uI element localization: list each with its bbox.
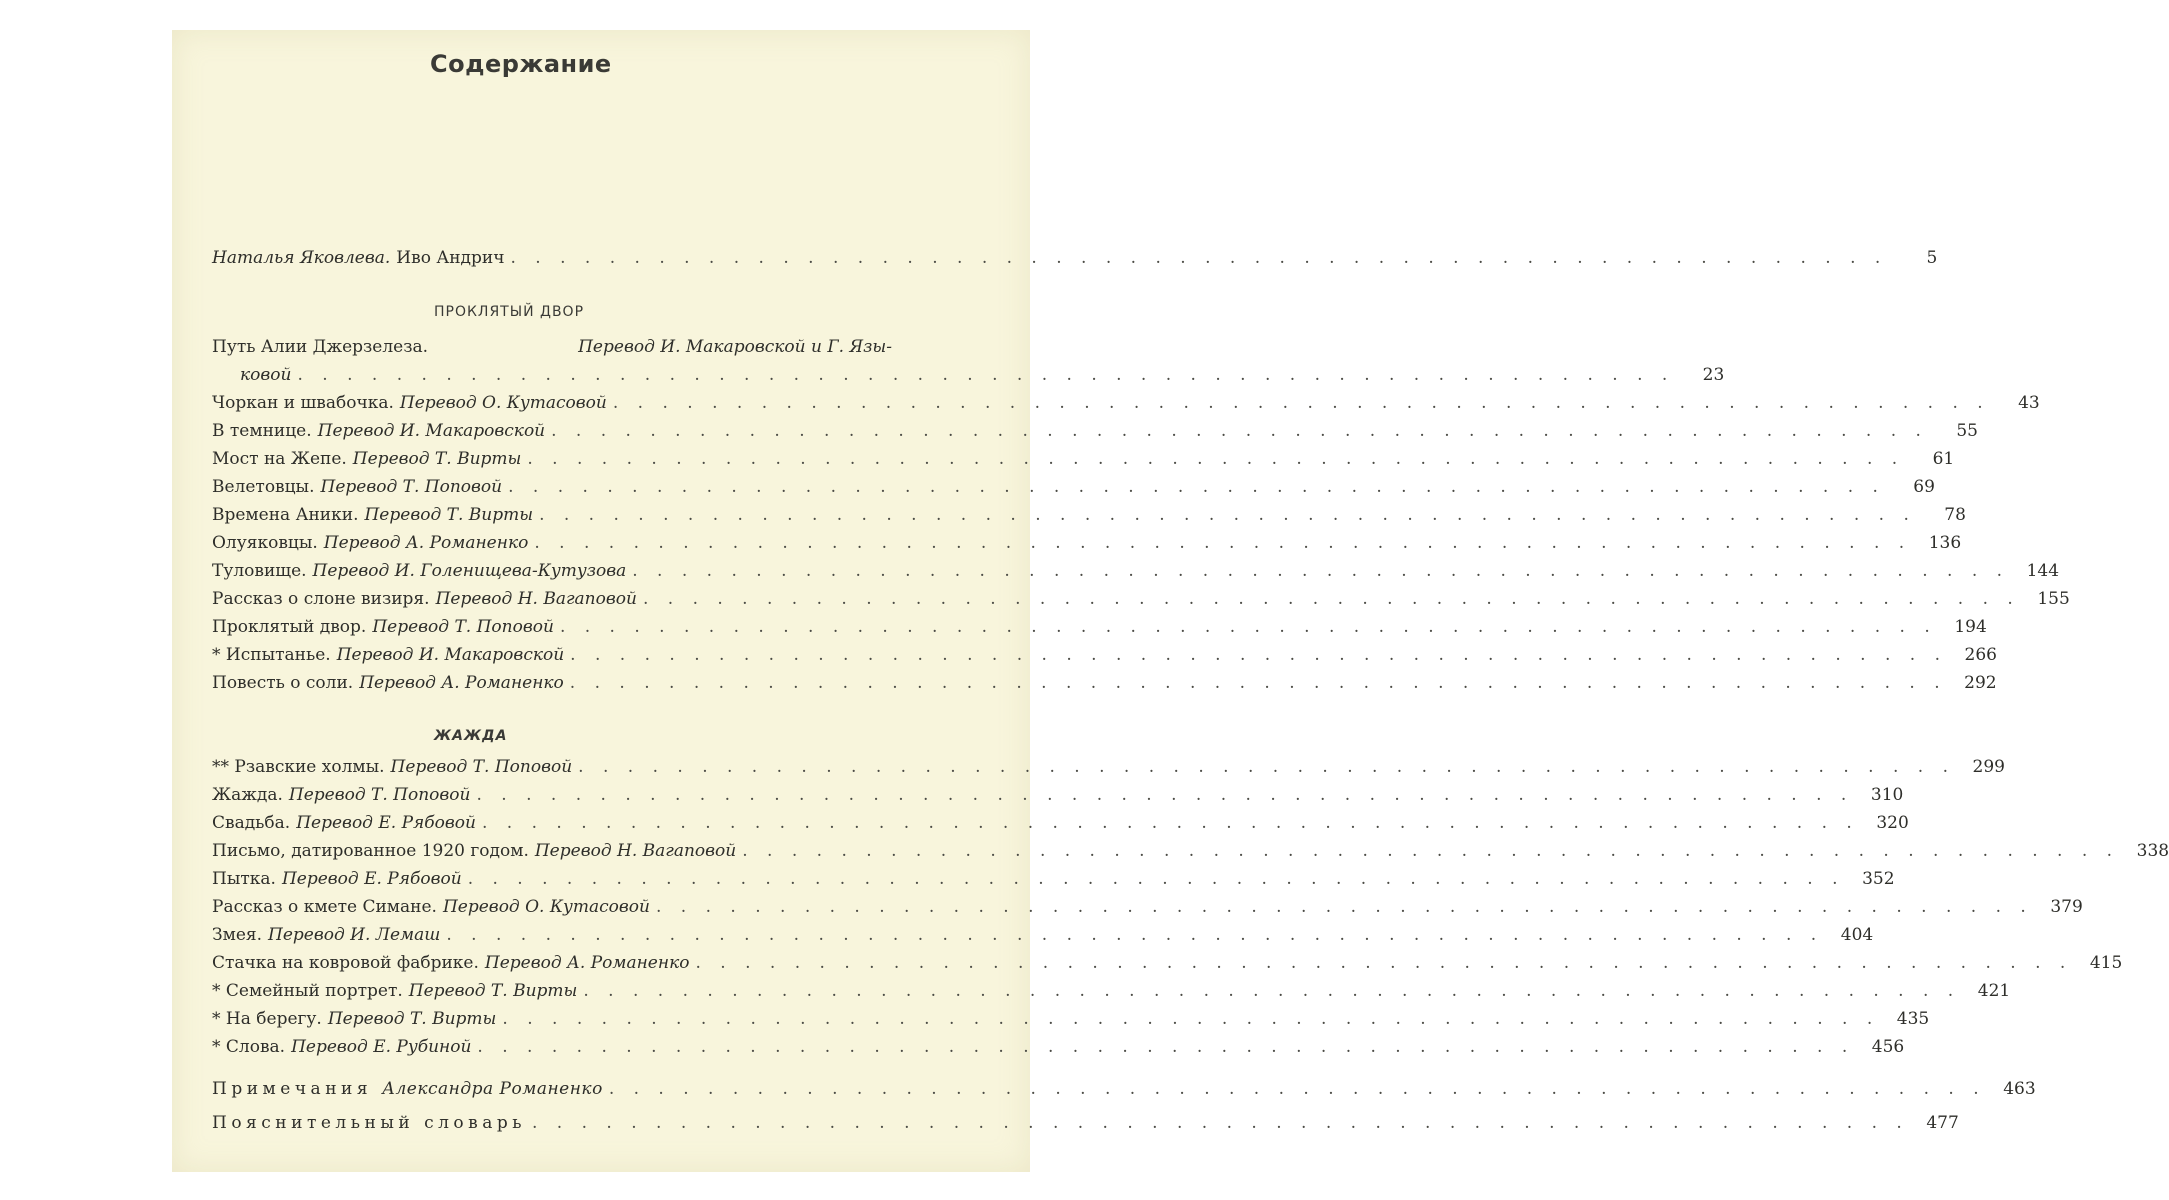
entry-translator: Перевод Т. Вирты [327, 1009, 497, 1029]
entry-title: Путь Алии Джерзелеза. [212, 337, 429, 357]
leader-dots: . . . . . . . . . . . . . . . . . . . . . . . . . . . . . . . . . . . . . . . . . . . . . . . . . . . . . . . . [467, 869, 1845, 889]
entry-title: Змея. [212, 925, 263, 945]
leader-dots: . . . . . . . . . . . . . . . . . . . . . . . . . . . . . . . . . . . . . . . . . . . . . . . . . . . . . . . . [534, 533, 1912, 553]
entry-translator: Перевод Т. Поповой [320, 477, 503, 497]
toc-entry[interactable] [212, 841, 2169, 869]
toc-entry[interactable] [212, 449, 1955, 477]
leader-dots: . . . . . . . . . . . . . . . . . . . . . . . . . . . . . . . . . . . . . . . . . . . . . . . . . . . . . . . . [583, 981, 1961, 1001]
entry-translator: Перевод Е. Рябовой [281, 869, 462, 889]
entry-translator: Перевод Т. Поповой [372, 617, 554, 637]
leader-dots: . . . . . . . . . . . . . . . . . . . . . . . . . . . . . . . . . . . . . . . . . . . . . . . . . . . . . . . . [539, 505, 1916, 525]
entry-page: 43 [2018, 393, 2040, 413]
toc-entry[interactable] [212, 1037, 1905, 1065]
entry-page: 5 [1926, 248, 1938, 268]
entry-title: Туловище. [212, 561, 307, 581]
leader-dots: . . . . . . . . . . . . . . . . . . . . . . . . . . . . . . . . . . . . . . . . . . . . . . . . . . . . . . . . [695, 953, 2073, 973]
page-heading: Содержание [430, 50, 612, 78]
leader-dots: . . . . . . . . . . . . . . . . . . . . . . . . . . . . . . . . . . . . . . . . . . . . . . . . . . . . . . . . [551, 421, 1928, 441]
entry-author: Наталья Яковлева. [212, 248, 391, 268]
toc-entry[interactable] [212, 477, 1935, 505]
leader-dots: . . . . . . . . . . . . . . . . . . . . . . . . . . . . . . . . . . . . . . . . . . . . . . . . . . . . . . . . [655, 897, 2033, 917]
leader-dots: . . . . . . . . . . . . . . . . . . . . . . . . . . . . . . . . . . . . . . . . . . . . . . . . . . . . . . . . [569, 673, 1947, 693]
entry-title: ** Рзавские холмы. [212, 757, 385, 777]
entry-page: 292 [1964, 673, 1997, 693]
entry-title: * Испытанье. [212, 645, 331, 665]
leader-dots: . . . . . . . . . . . . . . . . . . . . . . . . . . . . . . . . . . . . . . . . . . . . . . . . . . . . . . . . [476, 785, 1854, 805]
entry-page: 379 [2050, 897, 2083, 917]
leader-dots: . . . . . . . . . . . . . . . . . . . . . . . . . . . . . . . . . . . . . . . . . . . . . . . . . . . . . . . . [570, 645, 1947, 665]
entry-page: 144 [2026, 561, 2060, 581]
toc-entry[interactable] [212, 981, 2011, 1009]
leader-dots: . . . . . . . . . . . . . . . . . . . . . . . . . . . . . . . . . . . . . . . . . . . . . . . . . . . . . . . . [642, 589, 2020, 609]
leader-dots: . . . . . . . . . . . . . . . . . . . . . . . . . . . . . . . . . . . . . . . . . . . . . . . . . . . . . . . . [297, 365, 1675, 385]
leader-dots: . . . . . . . . . . . . . . . . . . . . . . . . . . . . . . . . . . . . . . . . . . . . . . . . . . . . . . . . [527, 449, 1905, 469]
entry-translator: Перевод А. Романенко [484, 953, 690, 973]
entry-translator: Александра Романенко [382, 1079, 603, 1099]
toc-entry[interactable] [212, 1009, 1930, 1037]
entry-translator: Перевод И. Макаровской [336, 645, 565, 665]
entry-title: * На берегу. [212, 1009, 322, 1029]
toc-entry-first-line[interactable] [212, 337, 892, 357]
toc-entry[interactable] [212, 645, 1997, 673]
section-title-zhazhda: ЖАЖДА [434, 728, 508, 744]
entry-translator: Перевод А. Романенко [323, 533, 529, 553]
entry-page: 320 [1876, 813, 1909, 833]
entry-translator: Перевод Т. Вирты [408, 981, 578, 1001]
toc-entry[interactable] [212, 757, 2005, 785]
entry-translator: Перевод Н. Вагаповой [534, 841, 737, 861]
toc-entry[interactable] [212, 813, 1909, 841]
toc-entry-continuation[interactable] [240, 365, 1725, 393]
entry-page: 78 [1944, 505, 1966, 525]
entry-page: 23 [1702, 365, 1725, 385]
entry-translator: Перевод Т. Поповой [288, 785, 471, 805]
book-page [172, 30, 2169, 1172]
entry-title: Рассказ о кмете Симане. [212, 897, 437, 917]
leader-dots: . . . . . . . . . . . . . . . . . . . . . . . . . . . . . . . . . . . . . . . . . . . . . . . . . . . . . . . . [446, 925, 1824, 945]
leader-dots: . . . . . . . . . . . . . . . . . . . . . . . . . . . . . . . . . . . . . . . . . . . . . . . . . . . . . . . . [632, 561, 2010, 581]
entry-translator: Перевод Т. Вирты [352, 449, 522, 469]
entry-title: Пояснительный словарь [212, 1113, 526, 1133]
entry-translator: Перевод И. Макаровской и Г. Язы- [578, 337, 892, 357]
entry-page: 404 [1840, 925, 1874, 945]
entry-page: 352 [1862, 869, 1895, 889]
entry-translator: Перевод И. Макаровской [317, 421, 546, 441]
entry-translator: ковой [240, 365, 292, 385]
toc-entry[interactable] [212, 673, 1997, 701]
entry-page: 69 [1913, 477, 1935, 497]
entry-translator: Перевод И. Лемаш [268, 925, 441, 945]
entry-title: Рассказ о слоне визиря. [212, 589, 430, 609]
leader-dots: . . . . . . . . . . . . . . . . . . . . . . . . . . . . . . . . . . . . . . . . . . . . . . . . . . . . . . . . [531, 1113, 1909, 1133]
entry-page: 266 [1964, 645, 1997, 665]
entry-title: Письмо, датированное 1920 годом. [212, 841, 529, 861]
entry-page: 415 [2089, 953, 2123, 973]
entry-title: Пытка. [212, 869, 276, 889]
toc-entry[interactable] [212, 393, 2040, 421]
leader-dots: . . . . . . . . . . . . . . . . . . . . . . . . . . . . . . . . . . . . . . . . . . . . . . . . . . . . . . . . [508, 477, 1885, 497]
toc-entry[interactable] [212, 421, 1978, 449]
toc-entry[interactable] [212, 533, 1962, 561]
entry-translator: Перевод Т. Поповой [390, 757, 573, 777]
toc-entry-intro[interactable] [212, 248, 1938, 276]
entry-translator: Перевод И. Голенищева-Кутузова [312, 561, 627, 581]
toc-entry[interactable] [212, 953, 2123, 981]
entry-title: Жажда. [212, 785, 283, 805]
entry-page: 477 [1926, 1113, 1959, 1133]
leader-dots: . . . . . . . . . . . . . . . . . . . . . . . . . . . . . . . . . . . . . . . . . . . . . . . . . . . . . . . . [510, 248, 1888, 268]
toc-entry[interactable] [212, 869, 1895, 897]
toc-entry[interactable] [212, 897, 2083, 925]
entry-title: В темнице. [212, 421, 312, 441]
entry-translator: Перевод О. Кутасовой [442, 897, 650, 917]
entry-page: 155 [2037, 589, 2070, 609]
entry-title: Велетовцы. [212, 477, 315, 497]
leader-dots: . . . . . . . . . . . . . . . . . . . . . . . . . . . . . . . . . . . . . . . . . . . . . . . . . . . . . . . . [477, 1037, 1855, 1057]
entry-title: Примечания [212, 1079, 373, 1099]
leader-dots: . . . . . . . . . . . . . . . . . . . . . . . . . . . . . . . . . . . . . . . . . . . . . . . . . . . . . . . . [559, 617, 1937, 637]
toc-entry[interactable] [212, 505, 1966, 533]
entry-translator: Перевод А. Романенко [359, 673, 564, 693]
leader-dots: . . . . . . . . . . . . . . . . . . . . . . . . . . . . . . . . . . . . . . . . . . . . . . . . . . . . . . . . [742, 841, 2120, 861]
entry-translator: Перевод Т. Вирты [364, 505, 534, 525]
entry-page: 136 [1928, 533, 1962, 553]
leader-dots: . . . . . . . . . . . . . . . . . . . . . . . . . . . . . . . . . . . . . . . . . . . . . . . . . . . . . . . . [502, 1009, 1880, 1029]
entry-title: Повесть о соли. [212, 673, 354, 693]
toc-entry[interactable] [212, 617, 1987, 645]
entry-page: 310 [1870, 785, 1904, 805]
entry-page: 338 [2136, 841, 2169, 861]
toc-entry[interactable] [212, 925, 1874, 953]
entry-page: 463 [2003, 1079, 2036, 1099]
entry-title: Свадьба. [212, 813, 291, 833]
entry-title: Времена Аники. [212, 505, 359, 525]
entry-title: Иво Андрич [396, 248, 505, 268]
entry-title: * Слова. [212, 1037, 286, 1057]
entry-page: 421 [1977, 981, 2011, 1001]
entry-page: 435 [1896, 1009, 1930, 1029]
entry-translator: Перевод Е. Рябовой [296, 813, 476, 833]
toc-entry-glossary[interactable] [212, 1113, 1959, 1141]
entry-translator: Перевод Е. Рубиной [291, 1037, 472, 1057]
entry-translator: Перевод Н. Вагаповой [435, 589, 637, 609]
entry-title: Стачка на ковровой фабрике. [212, 953, 479, 973]
entry-page: 194 [1954, 617, 1987, 637]
entry-title: Олуяковцы. [212, 533, 318, 553]
leader-dots: . . . . . . . . . . . . . . . . . . . . . . . . . . . . . . . . . . . . . . . . . . . . . . . . . . . . . . . . [578, 757, 1955, 777]
entry-page: 456 [1871, 1037, 1905, 1057]
entry-title: * Семейный портрет. [212, 981, 403, 1001]
toc-entry-notes[interactable] [212, 1079, 2036, 1107]
entry-title: Мост на Жепе. [212, 449, 347, 469]
toc-entry[interactable] [212, 589, 2070, 617]
toc-entry[interactable] [212, 785, 1904, 813]
entry-page: 55 [1956, 421, 1978, 441]
leader-dots: . . . . . . . . . . . . . . . . . . . . . . . . . . . . . . . . . . . . . . . . . . . . . . . . . . . . . . . . [481, 813, 1859, 833]
entry-title: Чоркан и швабочка. [212, 393, 394, 413]
entry-title: Проклятый двор. [212, 617, 367, 637]
entry-translator: Перевод О. Кутасовой [399, 393, 607, 413]
toc-entry[interactable] [212, 561, 2060, 589]
entry-page: 61 [1932, 449, 1955, 469]
leader-dots: . . . . . . . . . . . . . . . . . . . . . . . . . . . . . . . . . . . . . . . . . . . . . . . . . . . . . . . . [608, 1079, 1986, 1099]
section-title-proklyatyi-dvor: ПРОКЛЯТЫЙ ДВОР [434, 304, 585, 320]
entry-page: 299 [1972, 757, 2005, 777]
leader-dots: . . . . . . . . . . . . . . . . . . . . . . . . . . . . . . . . . . . . . . . . . . . . . . . . . . . . . . . . [612, 393, 1990, 413]
